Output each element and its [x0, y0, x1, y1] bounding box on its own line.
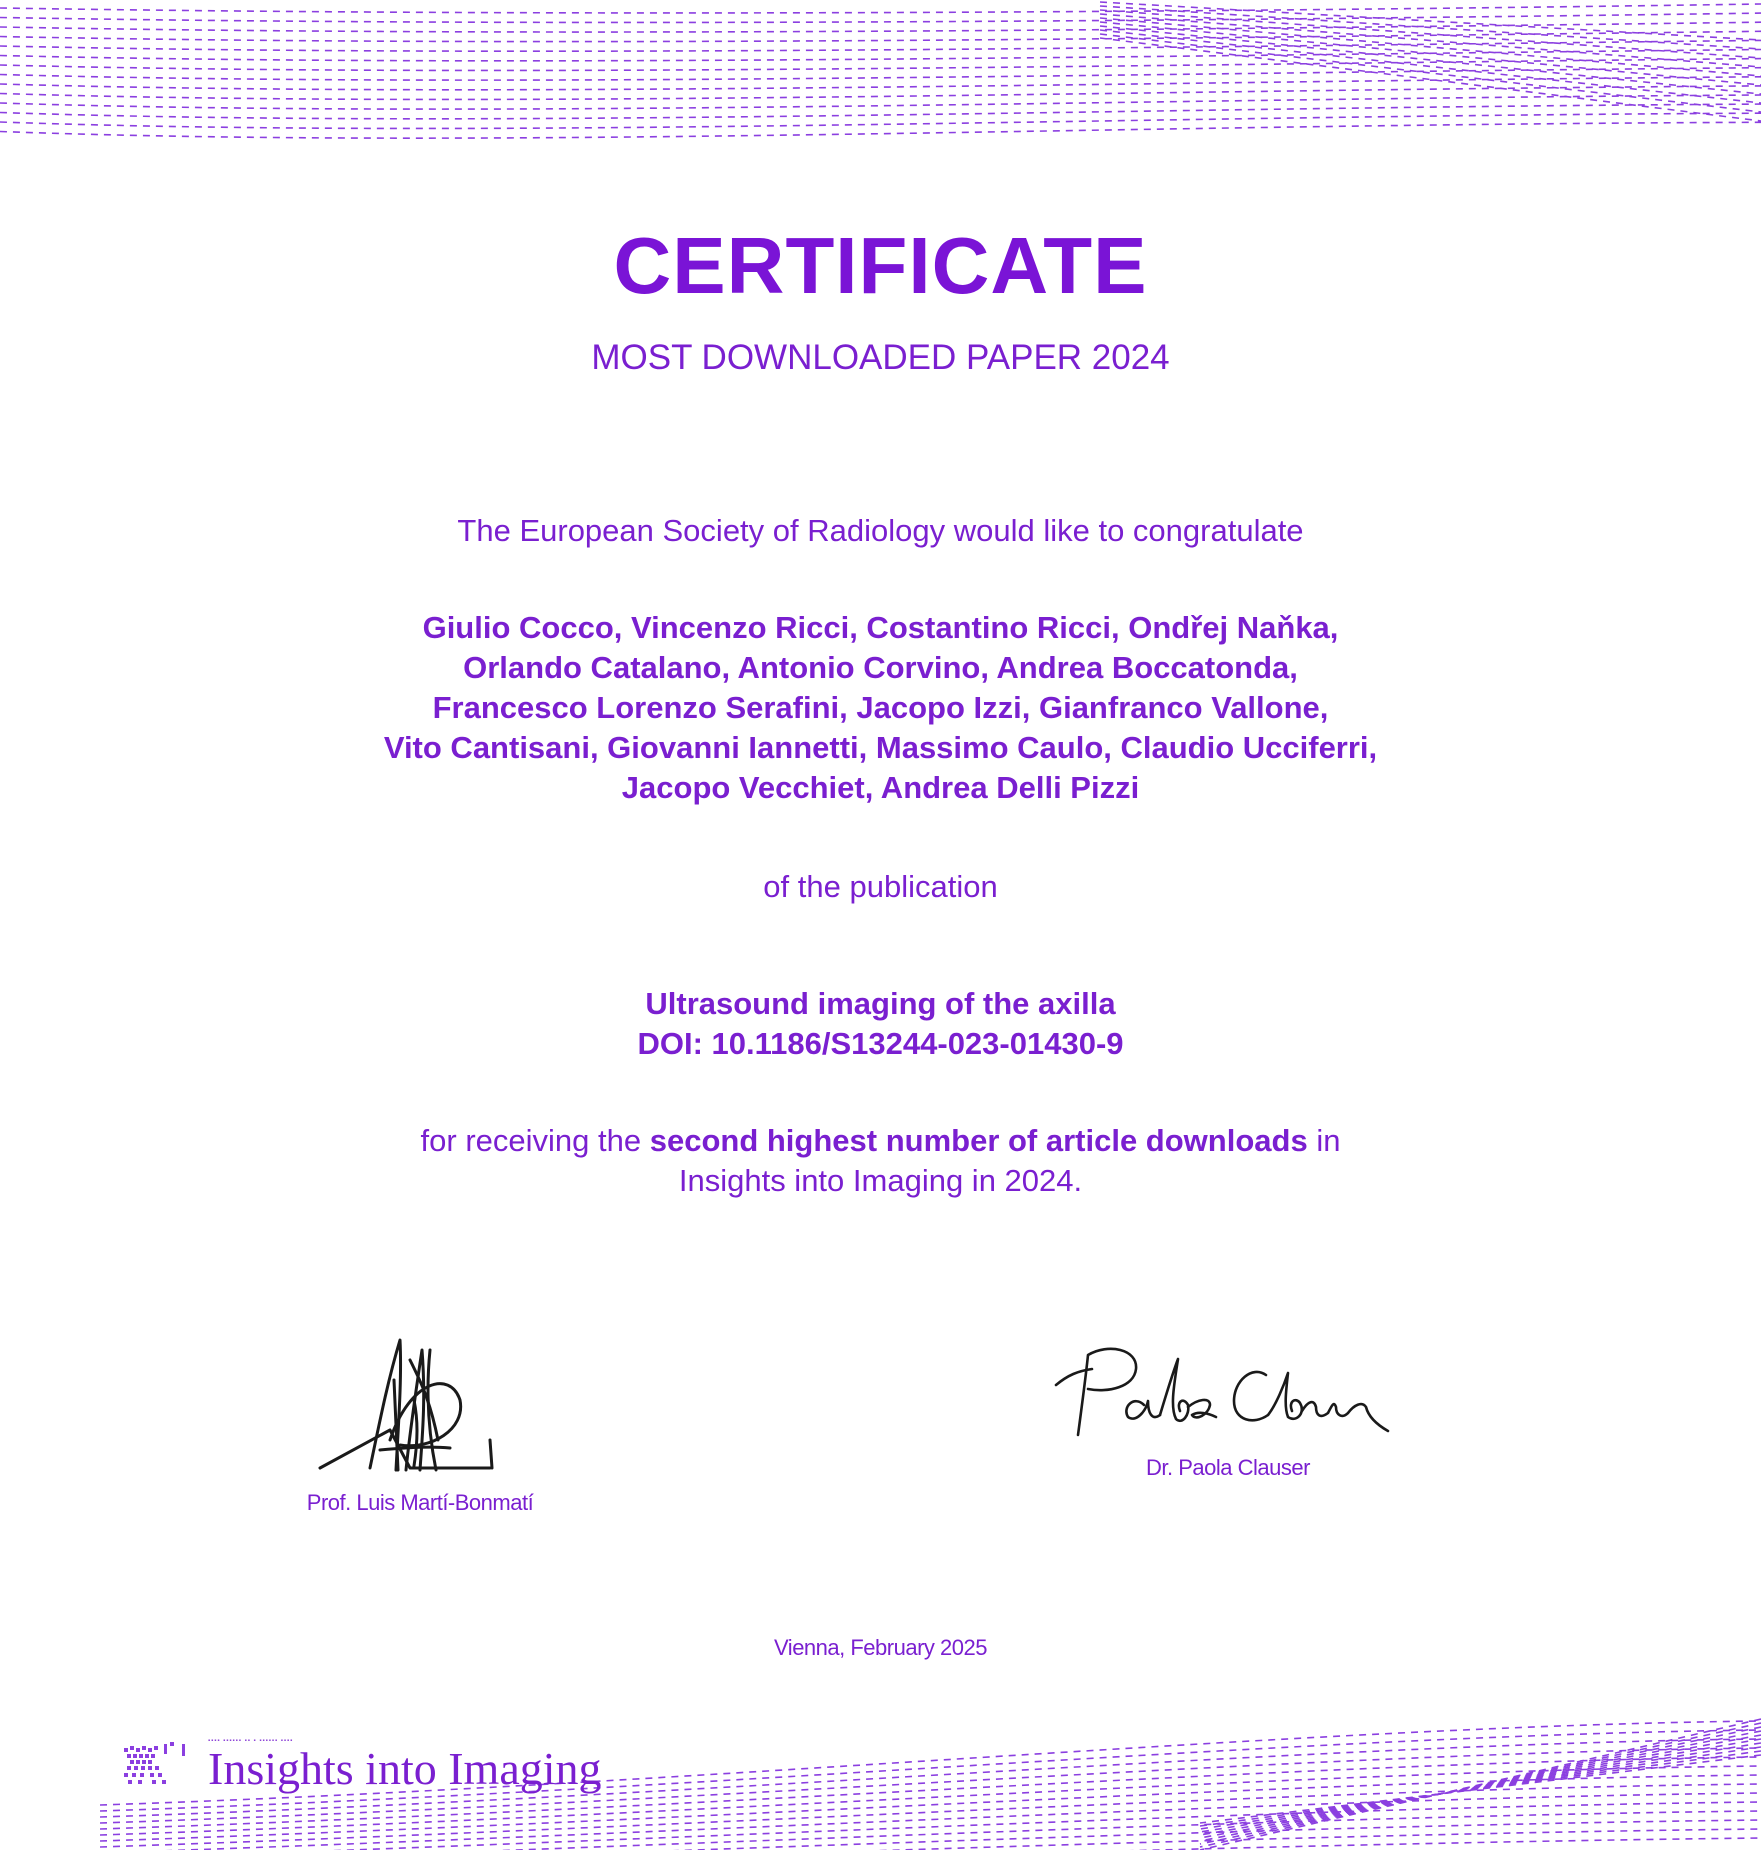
award-reason-line-1 — [0, 1121, 1761, 1161]
decoration-line — [1100, 26, 1761, 94]
decoration-line — [1100, 22, 1761, 85]
decoration-line — [100, 1829, 1761, 1850]
of-publication-text: of the publication — [763, 869, 998, 904]
reason-prefix: for receiving the — [420, 1123, 650, 1158]
decoration-line — [0, 4, 1761, 13]
award-reason-line-2: Insights into Imaging in 2024. — [678, 1163, 1083, 1198]
authors-line: Vito Cantisani, Giovanni Iannetti, Massimo Caulo, Claudio Ucciferri, — [383, 730, 1378, 765]
certificate-title: CERTIFICATE — [613, 221, 1148, 310]
publication-doi: DOI: 10.1186/S13244-023-01430-9 — [637, 1026, 1124, 1061]
authors-list — [0, 608, 1761, 808]
decoration-line — [1100, 38, 1761, 121]
decoration-line — [0, 95, 1761, 109]
decoration-line — [0, 59, 1761, 71]
decoration-line — [0, 77, 1761, 90]
decoration-line — [1200, 1719, 1761, 1850]
logo-text-wrap — [208, 1738, 602, 1792]
publication-title: Ultrasound imaging of the axilla — [645, 986, 1116, 1021]
logo-text: Insights into Imaging — [208, 1743, 602, 1794]
award-reason — [0, 1121, 1761, 1201]
decoration-line — [0, 113, 1761, 128]
signer-name-right: Dr. Paola Clauser — [1146, 1455, 1310, 1480]
insights-into-imaging-logo — [124, 1728, 602, 1792]
signature-block-left — [210, 1320, 630, 1516]
decoration-line — [1100, 34, 1761, 112]
decoration-line — [1200, 1751, 1761, 1826]
decoration-line — [0, 68, 1761, 80]
decoration-line — [1200, 1731, 1761, 1841]
decoration-line — [1200, 1755, 1761, 1823]
signer-name-left: Prof. Luis Martí-Bonmatí — [306, 1490, 534, 1515]
decoration-line — [0, 31, 1761, 41]
decoration-line — [0, 40, 1761, 51]
logo-small-print: ▪▪▪▪ ▪▪▪▪▪▪ ▪▪ ▪ ▪▪▪▪▪▪ ▪▪▪▪ — [208, 1738, 294, 1744]
decoration-line — [1100, 10, 1761, 58]
decoration-line — [100, 1811, 1761, 1850]
place-date: Vienna, February 2025 — [774, 1635, 987, 1660]
reason-suffix: in — [1307, 1123, 1341, 1158]
decoration-line — [0, 86, 1761, 100]
decoration-line — [1200, 1735, 1761, 1838]
authors-line: Orlando Catalano, Antonio Corvino, Andrea Boccatonda, — [463, 650, 1298, 685]
signature-block-right — [1018, 1335, 1438, 1481]
decoration-line — [1100, 6, 1761, 49]
decoration-line — [0, 104, 1761, 119]
signature-image-right — [1048, 1335, 1408, 1445]
decoration-line — [1100, 14, 1761, 67]
decoration-line — [1100, 30, 1761, 103]
authors-line: Giulio Cocco, Vincenzo Ricci, Costantino Ricci, Ondřej Naňka, — [422, 610, 1339, 645]
decoration-line — [100, 1820, 1761, 1850]
decoration-line — [100, 1802, 1761, 1850]
insights-logo-icon — [124, 1742, 190, 1792]
decoration-line — [1200, 1723, 1761, 1847]
decoration-line — [0, 50, 1761, 61]
decoration-line — [1200, 1727, 1761, 1844]
decoration-line — [0, 122, 1761, 138]
decoration-line — [1200, 1739, 1761, 1835]
certificate-subtitle: MOST DOWNLOADED PAPER 2024 — [591, 338, 1170, 377]
signature-image-left — [310, 1320, 530, 1480]
decoration-line — [0, 22, 1761, 32]
authors-line: Jacopo Vecchiet, Andrea Delli Pizzi — [621, 770, 1140, 805]
decoration-line — [100, 1838, 1761, 1850]
authors-line: Francesco Lorenzo Serafini, Jacopo Izzi, Gianfranco Vallone, — [432, 690, 1329, 725]
decoration-line — [100, 1793, 1761, 1850]
reason-highlight: second highest number of article downloads — [649, 1123, 1308, 1158]
intro-text: The European Society of Radiology would like to congratulate — [457, 513, 1304, 548]
decoration-line — [1200, 1743, 1761, 1832]
decoration-line — [1200, 1747, 1761, 1829]
top-decoration — [0, 0, 1761, 150]
decoration-line — [1100, 18, 1761, 76]
publication-block — [0, 984, 1761, 1064]
decoration-line — [1100, 2, 1761, 40]
decoration-line — [0, 13, 1761, 22]
